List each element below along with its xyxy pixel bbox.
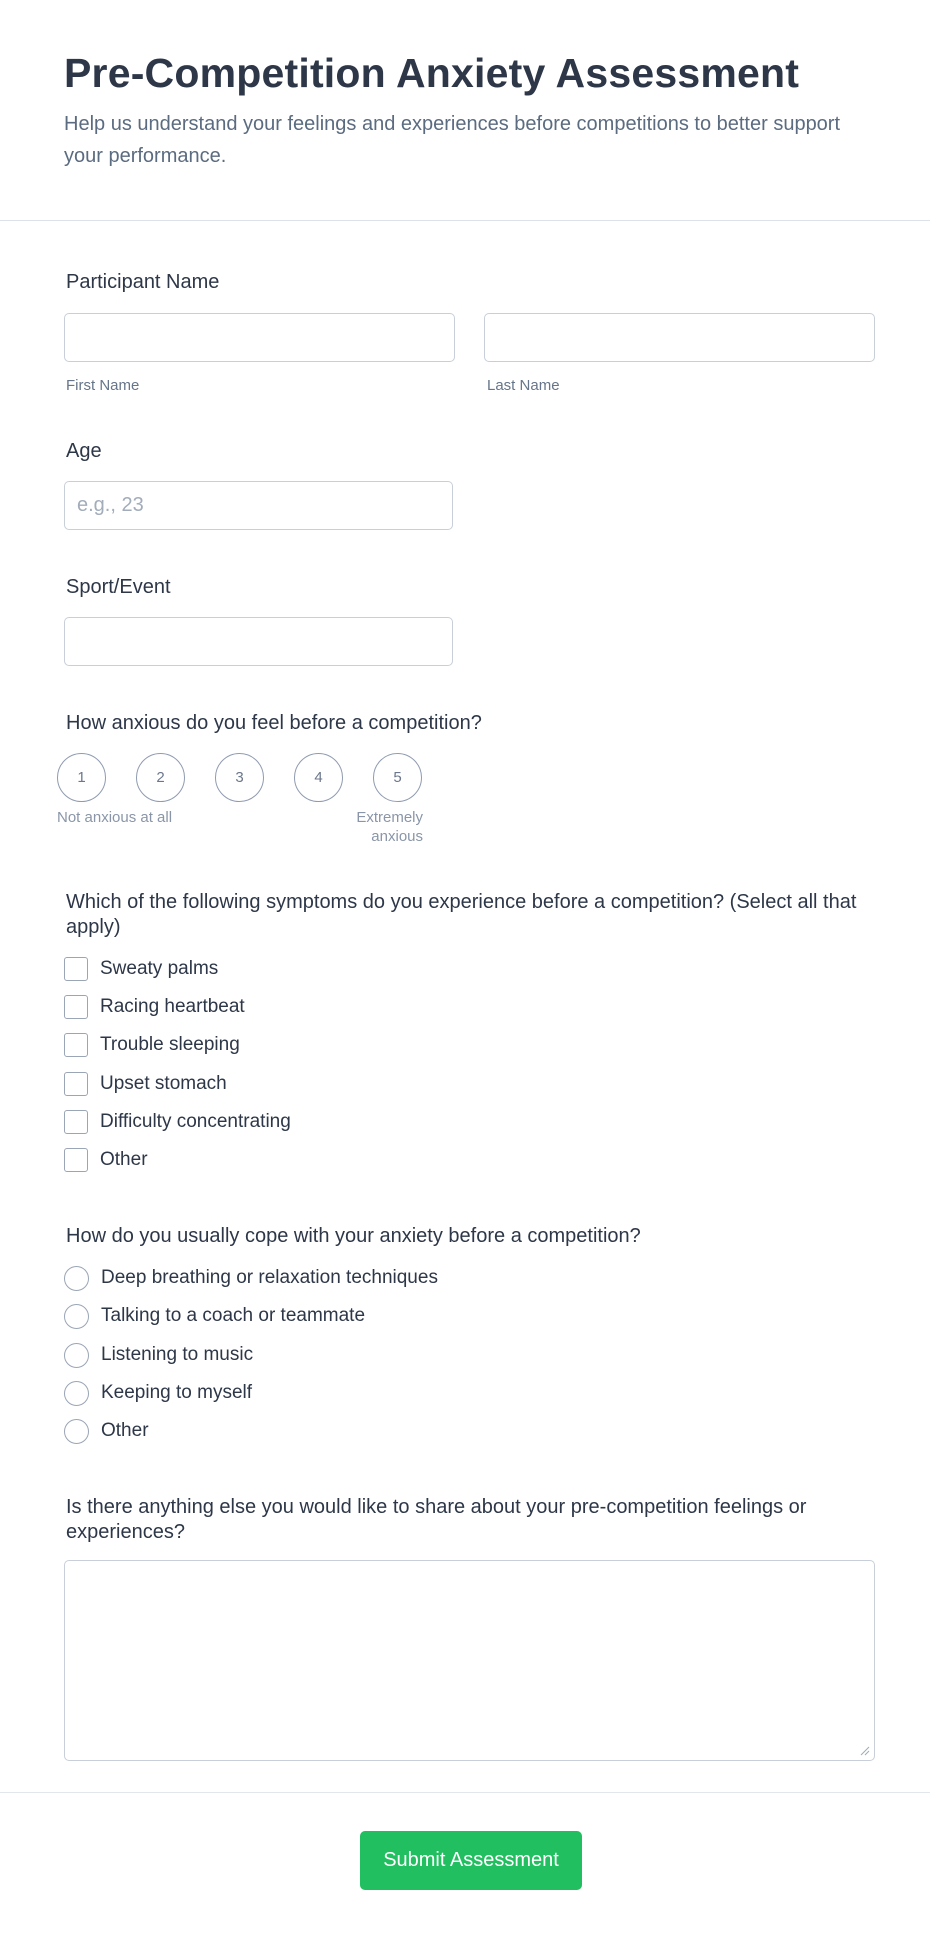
symptom-option-difficulty-concentrating[interactable] [64,1109,291,1135]
scale-option-3[interactable]: 3 [215,753,264,802]
age-label: Age [66,440,102,462]
last-name-input[interactable] [484,313,875,362]
radio-button[interactable] [64,1304,89,1329]
scale-option-2[interactable]: 2 [136,753,185,802]
coping-option-label: Keeping to myself [101,1382,253,1403]
first-name-sublabel: First Name [66,377,140,394]
radio-button[interactable] [64,1343,89,1368]
symptom-option-label: Trouble sleeping [100,1034,240,1055]
symptom-option-other[interactable] [64,1147,148,1173]
checkbox[interactable] [64,1110,88,1134]
page-subtitle: Help us understand your feelings and experiences before competitions to better support your performance. [64,113,841,167]
symptom-option-trouble-sleeping[interactable] [64,1032,240,1058]
form-header [0,0,930,221]
symptom-option-label: Sweaty palms [100,958,219,979]
sport-event-label: Sport/Event [66,576,171,598]
coping-option-label: Other [101,1420,149,1441]
age-input[interactable] [64,481,453,530]
comments-textarea[interactable] [64,1560,875,1761]
symptom-option-sweaty-palms[interactable] [64,956,218,982]
coping-option-listening-to-music[interactable] [64,1342,253,1368]
comments-question: Is there anything else you would like to share about your pre-competition feelings or experiences? [66,1496,807,1543]
coping-option-talking-to-coach[interactable] [64,1303,365,1329]
radio-button[interactable] [64,1419,89,1444]
first-name-input[interactable] [64,313,455,362]
scale-option-1[interactable]: 1 [57,753,106,802]
page-title: Pre-Competition Anxiety Assessment [64,50,800,96]
symptom-option-label: Racing heartbeat [100,996,245,1017]
symptom-option-label: Upset stomach [100,1073,227,1094]
checkbox[interactable] [64,1148,88,1172]
symptom-option-label: Difficulty concentrating [100,1111,291,1132]
coping-option-other[interactable] [64,1418,149,1444]
coping-option-keeping-to-myself[interactable] [64,1380,252,1406]
checkbox[interactable] [64,957,88,981]
scale-option-4[interactable]: 4 [294,753,343,802]
scale-option-5[interactable]: 5 [373,753,422,802]
scale-high-caption: Extremely anxious [356,809,423,845]
sport-event-input[interactable] [64,617,453,666]
radio-button[interactable] [64,1381,89,1406]
footer-divider [0,1792,930,1793]
radio-button[interactable] [64,1266,89,1291]
last-name-sublabel: Last Name [487,377,560,394]
coping-option-deep-breathing[interactable] [64,1265,438,1291]
scale-low-caption: Not anxious at all [57,809,173,826]
checkbox[interactable] [64,995,88,1019]
anxiety-scale-question: How anxious do you feel before a competition? [66,712,482,734]
submit-assessment-button[interactable]: Submit Assessment [360,1831,582,1890]
checkbox[interactable] [64,1033,88,1057]
checkbox[interactable] [64,1072,88,1096]
symptoms-question: Which of the following symptoms do you experience before a competition? (Select all that apply) [66,891,857,938]
symptom-option-label: Other [100,1149,148,1170]
symptom-option-racing-heartbeat[interactable] [64,994,245,1020]
coping-option-label: Deep breathing or relaxation techniques [101,1267,438,1288]
coping-question: How do you usually cope with your anxiety before a competition? [66,1225,641,1247]
coping-option-label: Talking to a coach or teammate [101,1305,366,1326]
symptom-option-upset-stomach[interactable] [64,1071,227,1097]
coping-option-label: Listening to music [101,1344,254,1365]
participant-name-label: Participant Name [66,271,220,293]
resize-grip-icon[interactable] [858,1744,870,1756]
